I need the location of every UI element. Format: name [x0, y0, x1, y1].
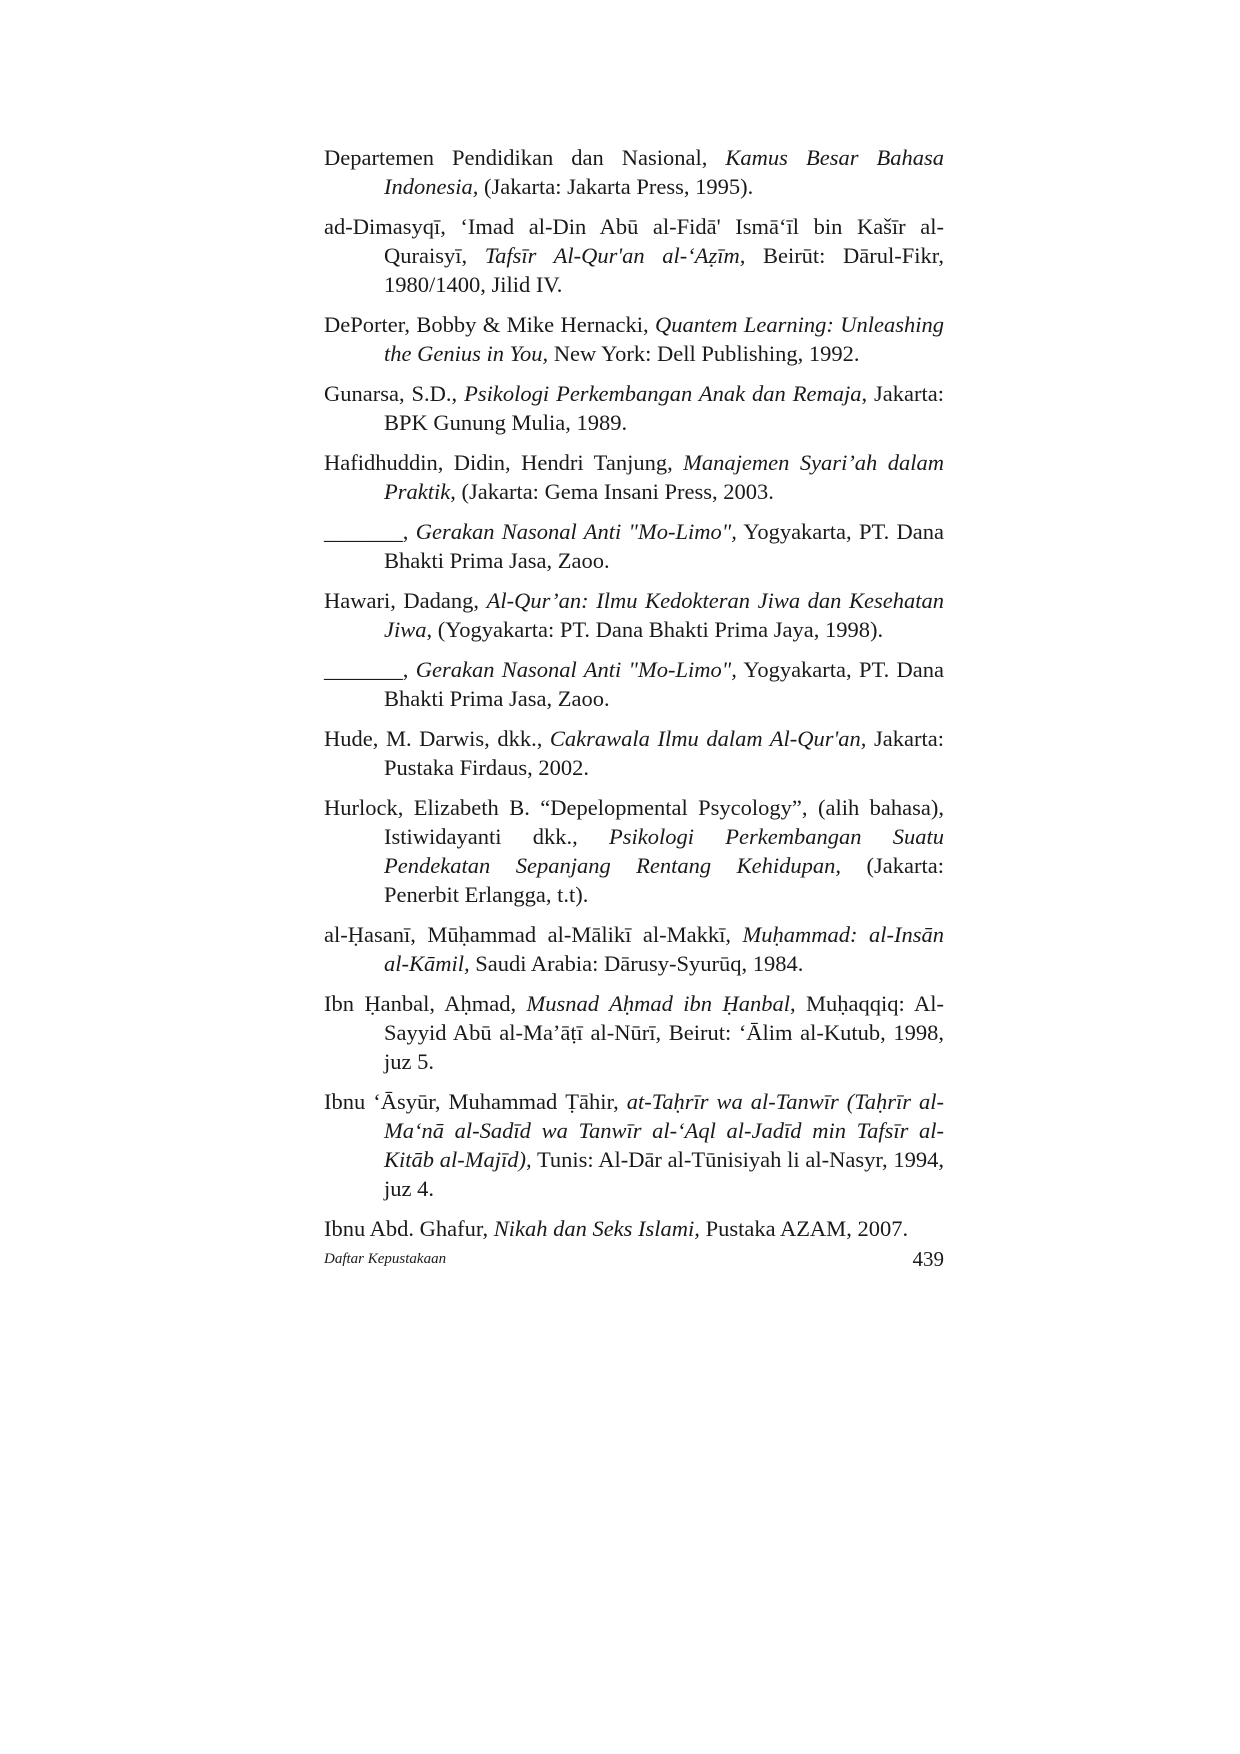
entry-author: DePorter, Bobby & Mike Hernacki,: [324, 312, 655, 337]
entry-title: Tafsīr Al-Qur'an al-‘Aẓīm,: [484, 243, 746, 268]
bibliography-entry: [324, 1087, 944, 1203]
bibliography-entry: [324, 920, 944, 978]
entry-author: Ibn Ḥanbal, Aḥmad,: [324, 991, 527, 1016]
entry-author: Gunarsa, S.D.,: [324, 381, 465, 406]
entry-author: _______,: [324, 519, 416, 544]
bibliography-entry: [324, 655, 944, 713]
entry-title: Al-Qur’an: Ilmu Kedokteran Jiwa dan Kesehatan Jiwa: [384, 588, 944, 642]
entry-author: Ibnu ‘Āsyūr, Muhammad Ṭāhir,: [324, 1089, 627, 1114]
entry-author: al-Ḥasanī, Mūḥammad al-Mālikī al-Makkī,: [324, 922, 743, 947]
bibliography-entry: [324, 143, 944, 201]
entry-title: Muḥammad: al-Insān al-Kāmil,: [384, 922, 944, 976]
running-footer-title: Daftar Kepustakaan: [324, 1251, 447, 1267]
entry-publication: Tunis: Al-Dār al-Tūnisiyah li al-Nasyr, 1994, juz 4.: [384, 1147, 944, 1201]
entry-publication: (Jakarta: Jakarta Press, 1995).: [478, 174, 754, 199]
entry-title: Cakrawala Ilmu dalam Al-Qur'an,: [549, 726, 867, 751]
bibliography-entry: [324, 724, 944, 782]
entry-publication: (Jakarta: Penerbit Erlangga, t.t).: [384, 853, 944, 907]
entry-title: Gerakan Nasonal Anti "Mo-Limo",: [415, 519, 737, 544]
bibliography-entry: [324, 1214, 944, 1243]
entry-author: Ibnu Abd. Ghafur,: [324, 1216, 494, 1241]
entry-publication: , Jakarta: BPK Gunung Mulia, 1989.: [384, 381, 944, 435]
bibliography-entry: [324, 586, 944, 644]
entry-title: Kamus Besar Bahasa Indonesia,: [384, 145, 944, 199]
entry-author: Departemen Pendidikan dan Nasional,: [324, 145, 726, 170]
entry-title: Psikologi Perkembangan Suatu Pendekatan Sepanjang Rentang Kehidupan,: [384, 824, 944, 878]
entry-title: at-Taḥrīr wa al-Tanwīr (Taḥrīr al-Ma‘nā al-Sadīd wa Tanwīr al-‘Aql al-Jadīd min Tafsīr al-Kitāb al-Majīd),: [384, 1089, 944, 1172]
bibliography-entry: [324, 212, 944, 299]
entry-title: Manajemen Syari’ah dalam Praktik: [384, 450, 945, 504]
entry-publication: Saudi Arabia: Dārusy-Syurūq, 1984.: [469, 951, 804, 976]
entry-publication: , (Jakarta: Gema Insani Press, 2003.: [450, 479, 774, 504]
bibliography-entry: [324, 448, 944, 506]
entry-publication: , Muḥaqqiq: Al-Sayyid Abū al-Ma’āṭī al-Nūrī, Beirut: ‘Ālim al-Kutub, 1998, juz 5.: [384, 991, 944, 1074]
entry-publication: New York: Dell Publishing, 1992.: [548, 341, 860, 366]
bibliography-list: [324, 143, 944, 1254]
entry-publication: Pustaka AZAM, 2007.: [699, 1216, 909, 1241]
bibliography-entry: [324, 310, 944, 368]
bibliography-entry: [324, 517, 944, 575]
entry-publication: Yogyakarta, PT. Dana Bhakti Prima Jasa, Zaoo.: [384, 657, 945, 711]
bibliography-entry: [324, 793, 944, 909]
entry-publication: Yogyakarta, PT. Dana Bhakti Prima Jasa, Zaoo.: [384, 519, 945, 573]
entry-author: Hafidhuddin, Didin, Hendri Tanjung,: [324, 450, 684, 475]
entry-author: ad-Dimasyqī, ‘Imad al-Din Abū al-Fidā' Ismā‘īl bin Kašīr al-Quraisyī,: [324, 214, 944, 268]
entry-publication: Beirūt: Dārul-Fikr, 1980/1400, Jilid IV.: [384, 243, 944, 297]
entry-author: Hawari, Dadang,: [324, 588, 487, 613]
entry-title: Musnad Aḥmad ibn Ḥanbal: [526, 991, 790, 1016]
entry-publication: Jakarta: Pustaka Firdaus, 2002.: [384, 726, 944, 780]
page-footer: [324, 1247, 944, 1277]
entry-publication: , (Yogyakarta: PT. Dana Bhakti Prima Jaya, 1998).: [426, 617, 884, 642]
entry-title: Gerakan Nasonal Anti "Mo-Limo",: [415, 657, 737, 682]
entry-author: Hurlock, Elizabeth B. “Depelopmental Psycology”, (alih bahasa), Istiwidayanti dkk.,: [324, 795, 944, 849]
bibliography-entry: [324, 989, 944, 1076]
entry-author: Hude, M. Darwis, dkk.,: [324, 726, 550, 751]
entry-title: Quantem Learning: Unleashing the Genius in You,: [384, 312, 944, 366]
entry-author: _______,: [324, 657, 416, 682]
page-number: 439: [912, 1247, 944, 1271]
bibliography-entry: [324, 379, 944, 437]
entry-title: Nikah dan Seks Islami,: [493, 1216, 700, 1241]
entry-title: Psikologi Perkembangan Anak dan Remaja: [464, 381, 862, 406]
